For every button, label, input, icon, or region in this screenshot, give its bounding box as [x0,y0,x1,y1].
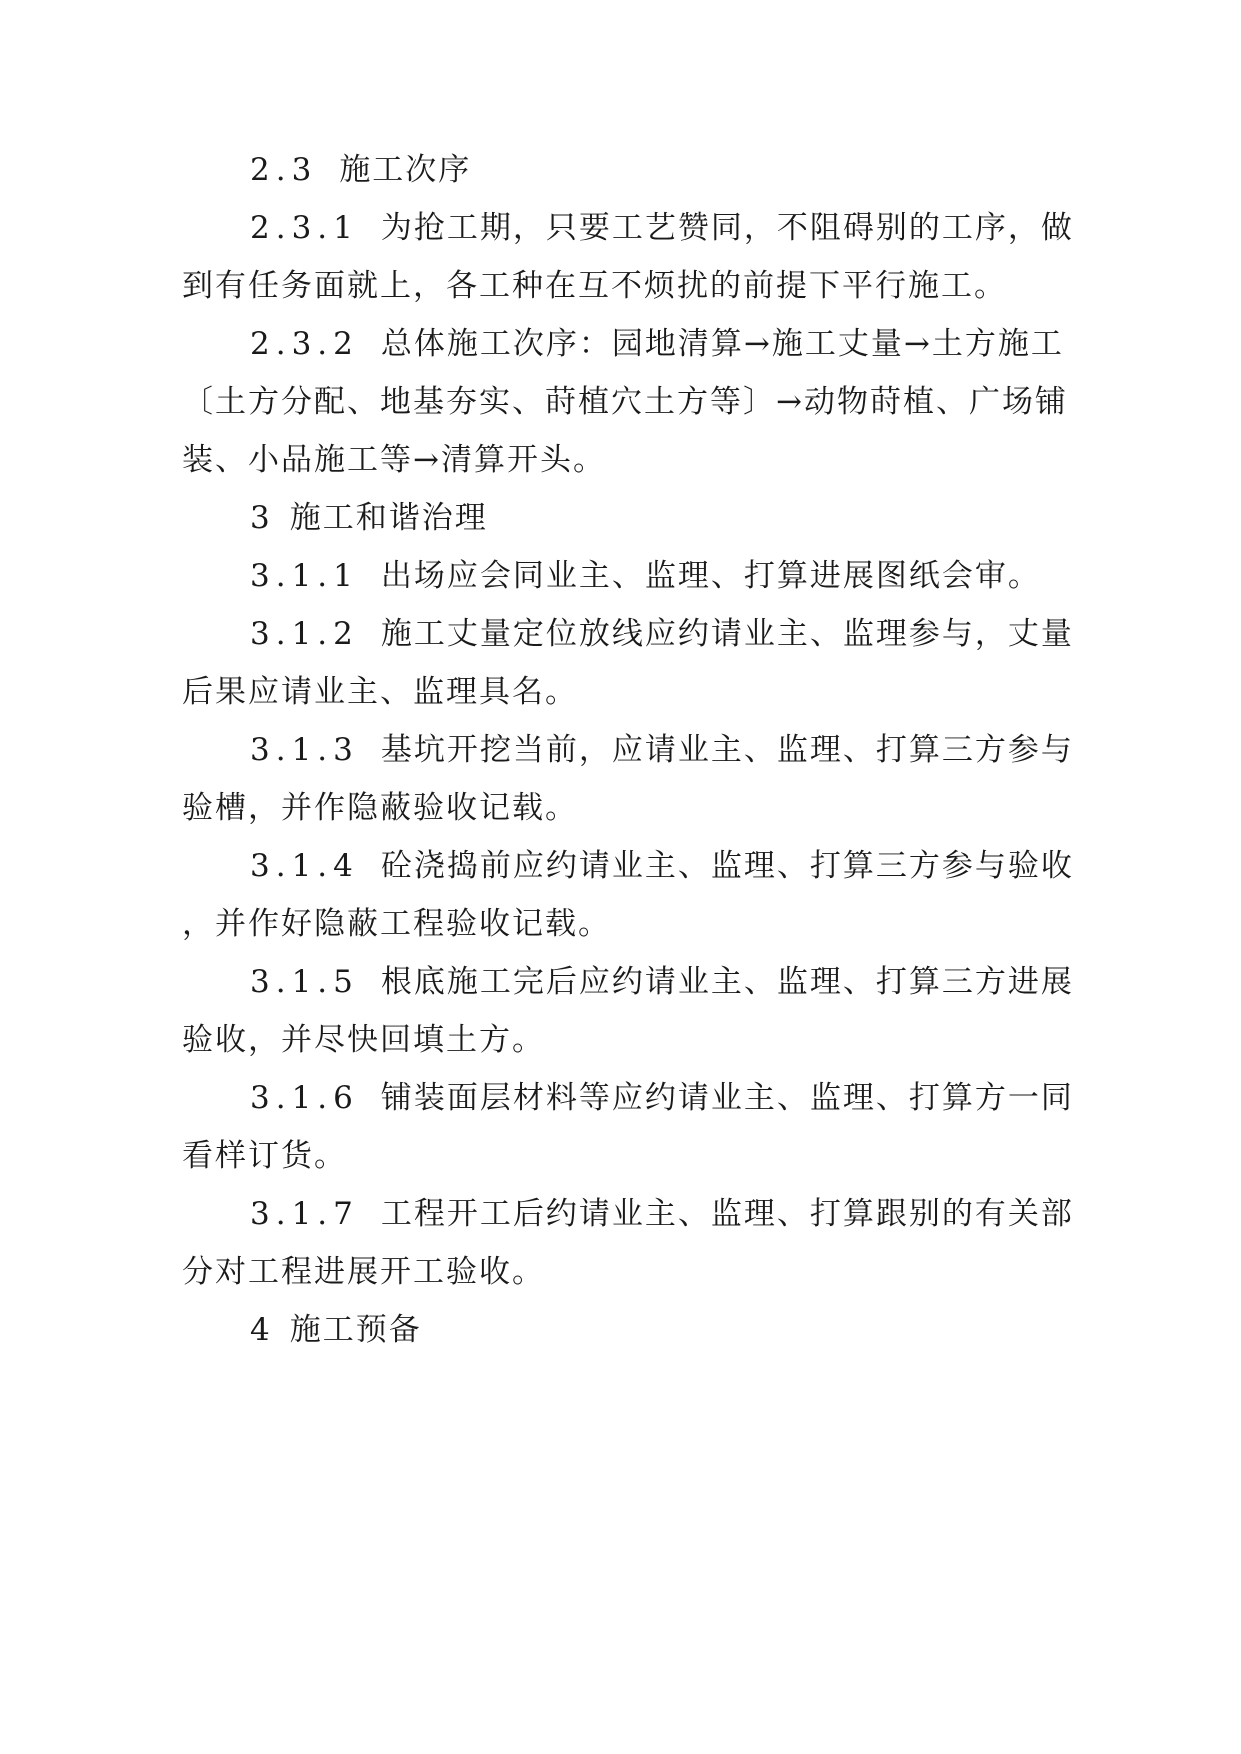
section-number: 3.1.3 [250,732,359,768]
paragraph-text: 砼浇捣前应约请业主、监理、打算三方参与验收 [380,848,1074,884]
section-number: 3.1.5 [250,964,359,1000]
paragraph-line: 后果应请业主、监理具名。 [182,674,578,710]
paragraph-3-1-4 [250,846,1150,886]
section-number: 3 [250,500,276,536]
paragraph-line: 到有任务面就上，各工种在互不烦扰的前提下平行施工。 [182,268,1007,304]
section-text: 施工预备 [289,1312,422,1348]
section-number: 2.3.1 [250,210,359,246]
paragraph-line: 看样订货。 [182,1138,347,1174]
section-text: 施工次序 [339,152,472,188]
paragraph-text: 根底施工完后应约请业主、监理、打算三方进展 [380,964,1074,1000]
section-number: 3.1.2 [250,616,359,652]
paragraph-2-3-2 [250,324,1150,364]
paragraph-2-3-1 [250,208,1150,248]
paragraph-text: 出场应会同业主、监理、打算进展图纸会审。 [380,558,1041,594]
paragraph-3-1-7 [250,1194,1150,1234]
paragraph-line: 验收，并尽快回填土方。 [182,1022,545,1058]
section-number: 2.3 [250,152,318,188]
paragraph-3-1-3 [250,730,1150,770]
paragraph-text: 工程开工后约请业主、监理、打算跟别的有关部 [380,1196,1074,1232]
paragraph-text: 施工丈量定位放线应约请业主、监理参与，丈量 [380,616,1074,652]
paragraph-text: 总体施工次序：园地清算→施工丈量→土方施工 [380,326,1064,362]
paragraph-line: 〔土方分配、地基夯实、莳植穴土方等〕→动物莳植、广场铺 [182,384,1068,420]
paragraph-line: ，并作好隐蔽工程验收记载。 [182,906,611,942]
section-number: 3.1.1 [250,558,359,594]
paragraph-line: 装、小品施工等→清算开头。 [182,442,606,478]
heading-3 [250,498,1150,538]
paragraph-text: 铺装面层材料等应约请业主、监理、打算方一同 [380,1080,1074,1116]
paragraph-3-1-5 [250,962,1150,1002]
section-text: 施工和谐治理 [289,500,488,536]
heading-4 [250,1310,1150,1350]
section-number: 3.1.4 [250,848,359,884]
section-number: 3.1.6 [250,1080,359,1116]
paragraph-text: 基坑开挖当前，应请业主、监理、打算三方参与 [380,732,1074,768]
section-number: 3.1.7 [250,1196,359,1232]
section-number: 2.3.2 [250,326,359,362]
paragraph-3-1-1 [250,556,1150,596]
section-number: 4 [250,1312,276,1348]
paragraph-text: 为抢工期，只要工艺赞同，不阻碍别的工序，做 [380,210,1074,246]
paragraph-3-1-2 [250,614,1150,654]
paragraph-line: 分对工程进展开工验收。 [182,1254,545,1290]
paragraph-line: 验槽，并作隐蔽验收记载。 [182,790,578,826]
heading-2-3 [250,150,1150,190]
paragraph-3-1-6 [250,1078,1150,1118]
